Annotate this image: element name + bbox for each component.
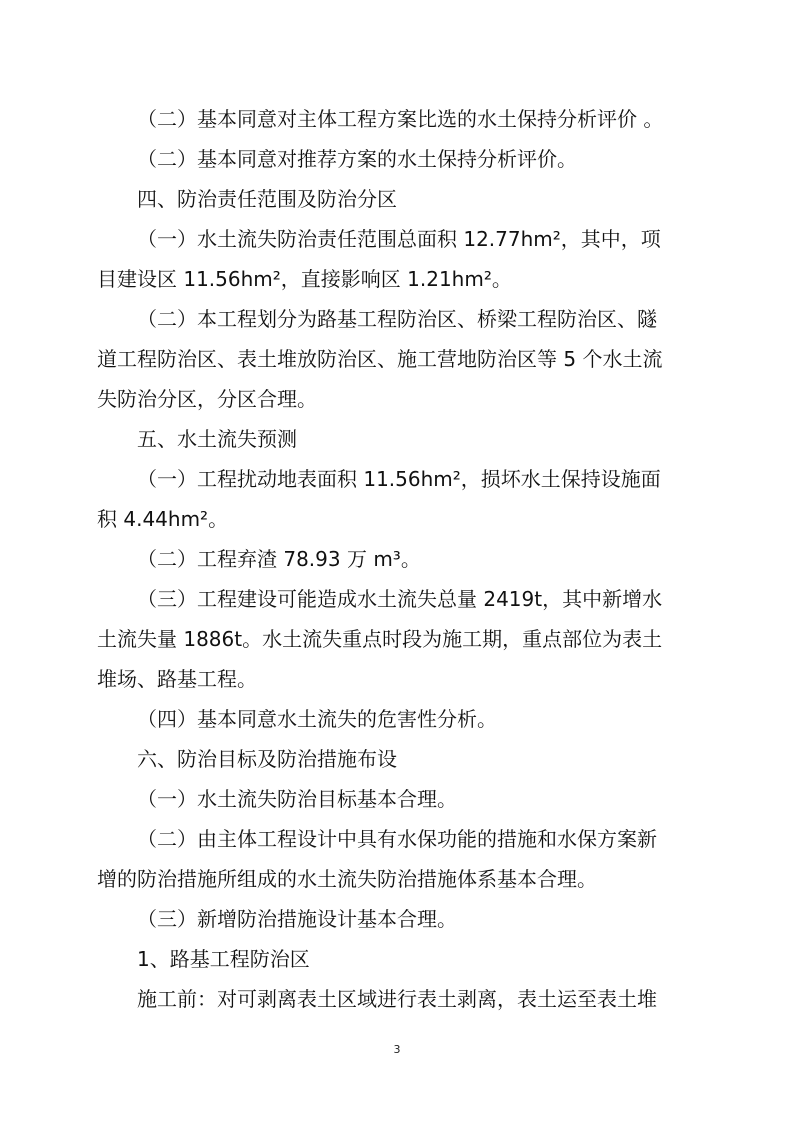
paragraph-line: 积 4.44hm²。 [97, 507, 229, 531]
section-heading: 五、水土流失预测 [137, 427, 297, 451]
paragraph-line: （一）水土流失防治目标基本合理。 [137, 787, 457, 811]
paragraph-line: 土流失量 1886t。水土流失重点时段为施工期，重点部位为表土 [97, 627, 663, 651]
paragraph-line: （二）基本同意对推荐方案的水土保持分析评价。 [137, 147, 577, 171]
section-heading: 六、防治目标及防治措施布设 [137, 747, 397, 771]
paragraph-line: （二）本工程划分为路基工程防治区、桥梁工程防治区、隧 [137, 307, 657, 331]
subsection-heading: 1、路基工程防治区 [137, 947, 310, 971]
document-body [97, 99, 697, 1019]
paragraph-line: 堆场、路基工程。 [97, 667, 257, 691]
paragraph-line: （二）基本同意对主体工程方案比选的水土保持分析评价 。 [137, 107, 664, 131]
paragraph-line: 失防治分区，分区合理。 [97, 387, 317, 411]
paragraph-line: 道工程防治区、表土堆放防治区、施工营地防治区等 5 个水土流 [97, 347, 663, 371]
paragraph-line: （一）水土流失防治责任范围总面积 12.77hm²，其中，项 [137, 227, 661, 251]
paragraph-line: 增的防治措施所组成的水土流失防治措施体系基本合理。 [97, 867, 597, 891]
paragraph-line: （一）工程扰动地表面积 11.56hm²，损坏水土保持设施面 [137, 467, 661, 491]
paragraph-line: （三）工程建设可能造成水土流失总量 2419t，其中新增水 [137, 587, 663, 611]
paragraph-line: 施工前：对可剥离表土区域进行表土剥离，表土运至表土堆 [137, 987, 657, 1011]
paragraph-line: （三）新增防治措施设计基本合理。 [137, 907, 457, 931]
paragraph-line: （二）工程弃渣 78.93 万 m³。 [137, 547, 421, 571]
paragraph-line: （二）由主体工程设计中具有水保功能的措施和水保方案新 [137, 827, 657, 851]
paragraph-line: （四）基本同意水土流失的危害性分析。 [137, 707, 497, 731]
page-number: 3 [393, 1043, 401, 1056]
section-heading: 四、防治责任范围及防治分区 [137, 187, 397, 211]
paragraph-line: 目建设区 11.56hm²，直接影响区 1.21hm²。 [97, 267, 512, 291]
